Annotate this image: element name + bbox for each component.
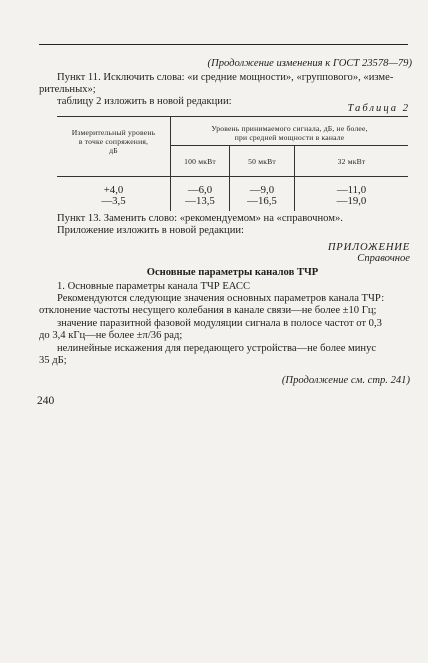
table-cell: —11,0 <box>336 184 367 196</box>
table-subheader-rule <box>170 145 408 146</box>
para3-line2: 35 дБ; <box>39 355 67 366</box>
table-cell: —19,0 <box>336 195 367 207</box>
top-rule <box>39 44 408 45</box>
appendix-instruction: Приложение изложить в новой редакции: <box>57 225 244 236</box>
table-cell: +4,0 <box>103 184 124 196</box>
table-cell: —13,5 <box>185 195 215 207</box>
subheader-50: 50 мкВт <box>248 157 276 166</box>
group-header <box>171 124 408 142</box>
group-header-line1: Уровень принимаемого сигнала, дБ, не более, <box>211 124 368 133</box>
table-top-rule <box>57 116 408 117</box>
table-label: Таблица 2 <box>347 103 410 114</box>
col1-header-line3: дБ <box>109 146 118 155</box>
para2-line1: значение паразитной фазовой модуляции сигнала в полосе частот от 0,3 <box>57 318 382 329</box>
section-title: Основные параметры каналов ТЧР <box>146 267 319 278</box>
table-header-rule <box>57 176 408 177</box>
page-number: 240 <box>37 395 55 407</box>
table-cell: —3,5 <box>101 195 126 207</box>
item11-line2: рительных»; <box>39 84 96 95</box>
para1-line2: отклонение частоты несущего колебания в канале связи—не более ±10 Гц; <box>39 305 377 316</box>
appendix-subtitle: Справочное <box>357 253 410 264</box>
subheader-100: 100 мкВт <box>184 157 216 166</box>
item11-line1: Пункт 11. Исключить слова: «и средние мощности», «группового», «изме- <box>57 72 394 83</box>
header-continuation: (Продолжение изменения к ГОСТ 23578—79) <box>207 58 412 69</box>
col1-header <box>57 128 170 155</box>
col1-header-line2: в точке сопряжения, <box>78 137 149 146</box>
appendix-title: ПРИЛОЖЕНИЕ <box>327 242 410 253</box>
group-header-line2: при средней мощности в канале <box>234 133 345 142</box>
table-instruction: таблицу 2 изложить в новой редакции: <box>57 96 232 107</box>
para1-line1: Рекомендуются следующие значения основных параметров канала ТЧР: <box>57 293 385 304</box>
col1-header-line1: Измерительный уровень <box>71 128 156 137</box>
footer-continuation: (Продолжение см. стр. 241) <box>281 375 410 386</box>
table-cell: —16,5 <box>247 195 277 207</box>
para3-line1: нелинейные искажения для передающего устройства—не более минус <box>57 343 377 354</box>
sub-title: 1. Основные параметры канала ТЧР ЕАСС <box>57 281 251 292</box>
para2-line2: до 3,4 кГц—не более ±π/36 рад; <box>39 330 183 341</box>
table-cell: —6,0 <box>187 184 213 196</box>
table-cell: —9,0 <box>249 184 275 196</box>
item13: Пункт 13. Заменить слово: «рекомендуемом» на «справочном». <box>57 213 343 224</box>
subheader-32: 32 мкВт <box>337 157 366 166</box>
